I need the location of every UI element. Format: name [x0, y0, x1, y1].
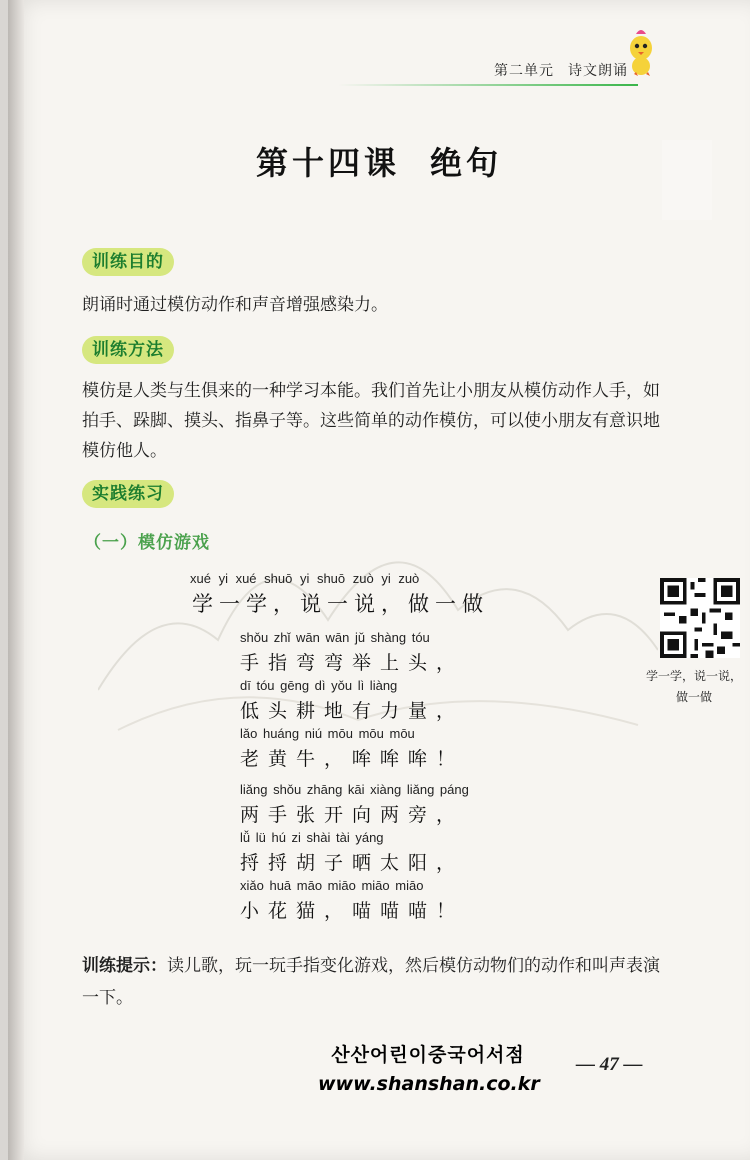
header-rule [338, 84, 638, 86]
verse-text: 低头耕地有力量， [240, 700, 465, 722]
lesson-title [8, 138, 750, 184]
running-header [494, 60, 628, 80]
qr-caption-line1: 学一学，说一说， [645, 669, 742, 683]
watermark-url: www.shanshan.co.kr [318, 1073, 540, 1095]
header-unit: 第二单元 [494, 63, 554, 79]
verse-line [240, 878, 464, 926]
verse-pinyin: shǒu zhǐ wān wān jǔ shàng tóu [240, 630, 430, 645]
book-page [8, 0, 750, 1160]
goal-badge: 训练目的 [82, 248, 174, 276]
verse-line [240, 726, 464, 774]
tip-label: 训练提示： [82, 956, 167, 976]
verse-pinyin: lǎo huáng niú mōu mōu mōu [240, 726, 415, 741]
qr-caption [630, 666, 750, 708]
rhyme-title-pinyin: xué yi xué shuō yi shuō zuò yi zuò [190, 571, 420, 586]
goal-text: 朗诵时通过模仿动作和声音增强感染力。 [82, 295, 388, 315]
verse-pinyin: liǎng shǒu zhāng kāi xiàng liǎng páng [240, 782, 469, 797]
verse-text: 老黄牛，哞哞哞！ [240, 748, 465, 770]
verse-line [240, 830, 464, 878]
training-tip [82, 950, 672, 1014]
store-watermark [318, 1040, 538, 1095]
method-badge: 训练方法 [82, 336, 174, 364]
rhyme-title: 学一学，说一说，做一做 [192, 592, 489, 616]
chick-mascot-icon [626, 26, 656, 78]
watermark-store-name: 산산어린이중국어서점 [331, 1044, 525, 1066]
qr-caption-line2: 做一做 [675, 690, 712, 704]
verse-pinyin: xiǎo huā māo miāo miāo miāo [240, 878, 424, 893]
practice-badge: 实践练习 [82, 480, 174, 508]
qr-code[interactable] [660, 578, 740, 658]
verse-text: 手指弯弯举上头， [240, 652, 465, 674]
verse-text: 两手张开向两旁， [240, 804, 465, 826]
verse-text: 小花猫，喵喵喵！ [240, 900, 465, 922]
header-section: 诗文朗诵 [568, 63, 628, 79]
verse-pinyin: lǚ lü hú zi shài tài yáng [240, 830, 384, 845]
verse-pinyin: dī tóu gēng dì yǒu lì liàng [240, 678, 398, 693]
tip-text: 读儿歌，玩一玩手指变化游戏，然后模仿动物们的动作和叫声表演一下。 [82, 956, 660, 1008]
faint-qr-code [662, 140, 712, 220]
page-number: — 47 — [576, 1054, 643, 1075]
verse-text: 捋捋胡子晒太阳， [240, 852, 465, 874]
lesson-name: 绝句 [430, 144, 503, 182]
verse-line [240, 630, 464, 678]
method-text: 模仿是人类与生俱来的一种学习本能。我们首先让小朋友从模仿动作人手，如拍手、跺脚、摸头、指鼻子等。这些简单的动作模仿，可以使小朋友有意识地模仿他人。 [82, 381, 660, 461]
lesson-number: 第十四课 [255, 144, 400, 182]
verse-line [240, 678, 464, 726]
verse-line [240, 782, 469, 830]
practice-subheading: （一）模仿游戏 [84, 533, 210, 553]
